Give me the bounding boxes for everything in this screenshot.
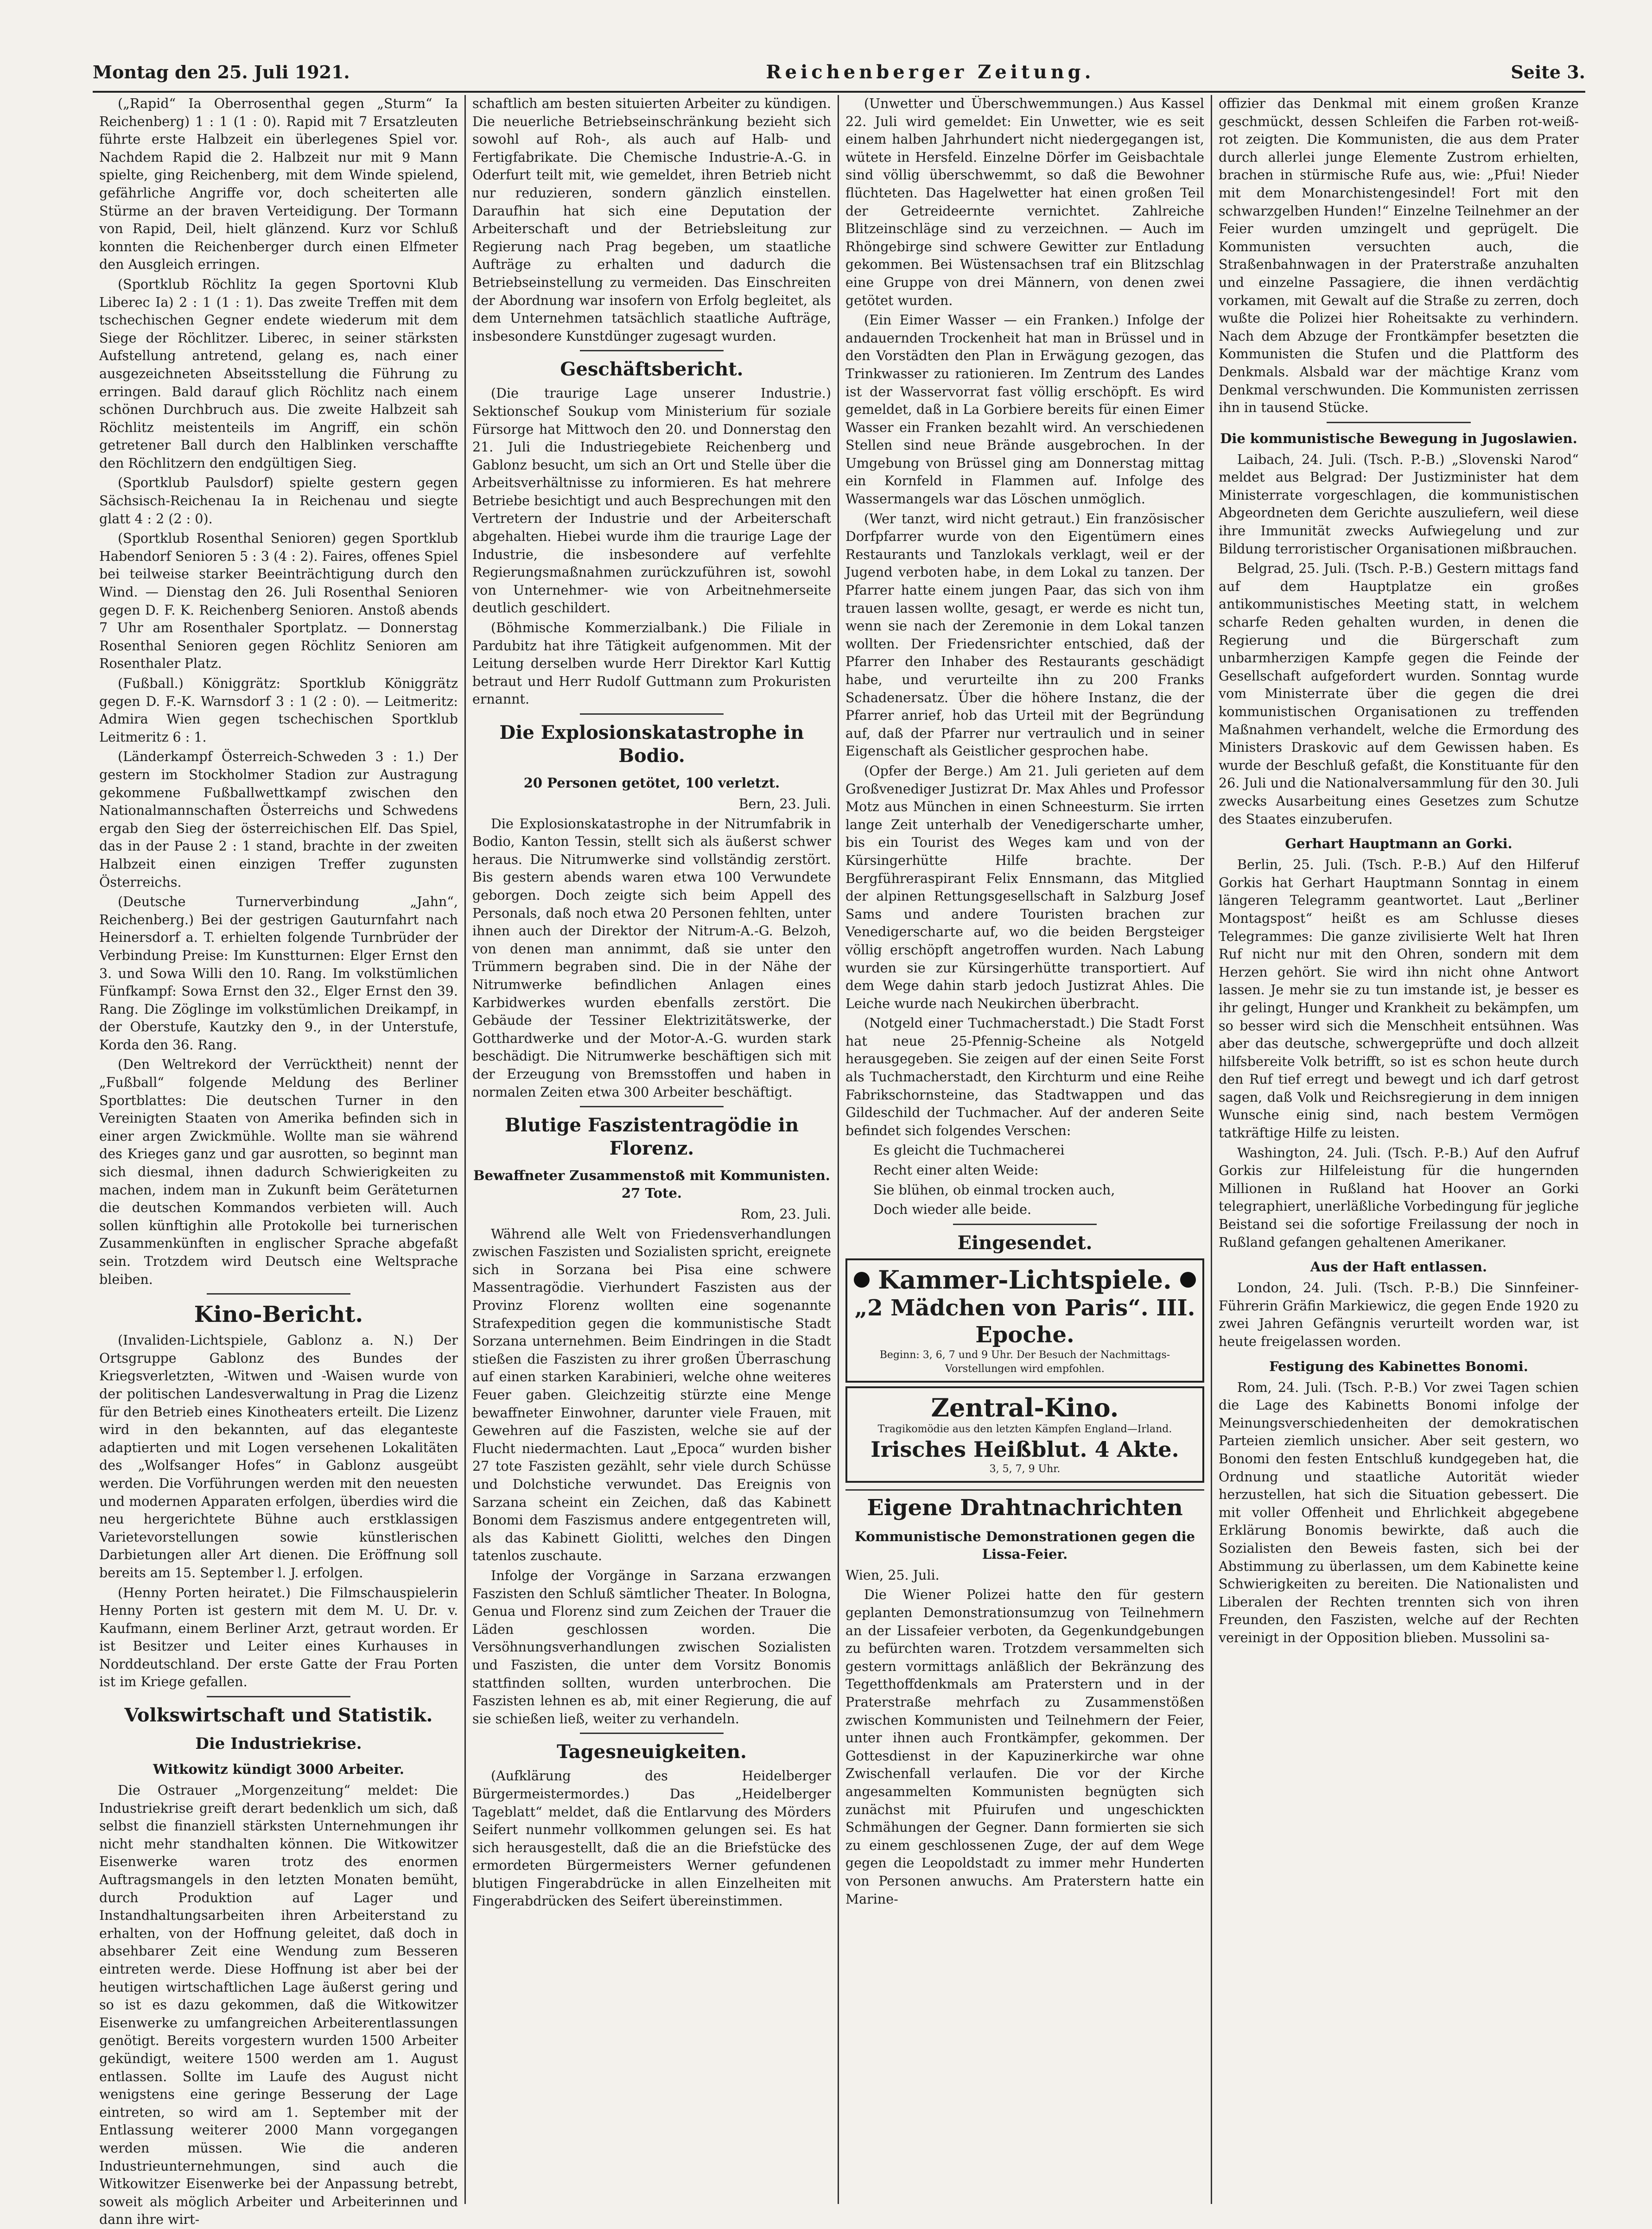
section-heading-eingesendet: Eingesendet. bbox=[957, 1232, 1093, 1254]
article-heading: Aus der Haft entlassen. bbox=[1310, 1259, 1487, 1275]
ad-showtimes: Beginn: 3, 6, 7 und 9 Uhr. Der Besuch der Nachmittags-Vorstellungen wird empfohlen. bbox=[879, 1349, 1170, 1375]
ad-showtimes: 3, 5, 7, 9 Uhr. bbox=[989, 1463, 1061, 1475]
article-paragraph: (Notgeld einer Tuchmacherstadt.) Die Stadt Forst hat neue 25-Pfennig-Scheine als Notgeld herausgegeben. Sie zeigen auf der einen Seite Forst als Tuchmacherstadt, den Kirchturm und eine Reihe Fabrikschornsteine, das Stadtwappen und das Gildeschild der Tuchmacher. Auf der anderen Seite befindet sich folgendes Verschen: bbox=[845, 1016, 1204, 1138]
article-paragraph: (Ein Eimer Wasser — ein Franken.) Infolge der andauernden Trockenheit hat man in Brüssel und in den Vorstädten den Plan in Erwägung gezogen, das Trinkwasser zu rationieren. Im Zentrum des Landes ist der Wasservorrat fast völlig erschöpft. Es wird gemeldet, daß in La Gorbiere bereits für einen Eimer Wasser ein Franken bezahlt wird. An verschiedenen Stellen sind neue Brände ausgebrochen. In der Umgebung von Brüssel ging am Donnerstag mittag ein Kornfeld in Flammen auf. Infolge des Wassermangels war das Löschen unmöglich. bbox=[845, 312, 1204, 507]
section-divider bbox=[580, 713, 724, 715]
column-2 bbox=[466, 95, 839, 2204]
verse-line: Es gleicht die Tuchmacherei bbox=[873, 1143, 1065, 1158]
article-paragraph: Belgrad, 25. Juli. (Tsch. P.-B.) Gestern mittags fand auf dem Hauptplatze ein großes antikommunistisches Meeting statt, in welchem scharfe Reden gehalten wurden, in denen die Regierung und die Bürgerschaft zum unbarmherzigen Kampfe gegen die Feinde der Gesellschaft aufgefordert wurden. Sonntag wurde vom Ministerrate über die gegen die drei kommunistischen Organisationen zu treffenden Maßnahmen verhandelt, welche die Ermordung des Ministers Draskovic auf dem Gewissen haben. Es wurde der Beschluß gefaßt, die Konstituante für den 26. Juli und die Nationalversammlung für den 30. Juli zwecks Ausarbeitung eines Gesetzes zum Schutze des Staates einzuberufen. bbox=[1219, 561, 1579, 827]
section-divider bbox=[580, 1106, 724, 1107]
dateline: Bern, 23. Juli. bbox=[738, 796, 831, 812]
newspaper-title: Reichenberger Zeitung. bbox=[766, 61, 1095, 83]
article-heading: Die kommunistische Bewegung in Jugoslawien. bbox=[1220, 430, 1577, 446]
section-heading-geschaeftsbericht: Geschäftsbericht. bbox=[560, 358, 743, 381]
article-paragraph: („Rapid“ Ia Oberrosenthal gegen „Sturm“ Ia Reichenberg) 1 : 1 (1 : 0). Rapid mit 7 Ersatzleuten führte erste Halbzeit ein überlegenes Spiel vor. Nachdem Rapid die 2. Halbzeit nur mit 9 Mann spielte, ging Reichenberg, mit dem Winde spielend, gefährliche Angriffe vor, doch scheiterten alle Stürme an der braven Verteidigung. Der Tormann von Rapid, Deil, hielt glänzend. Kurz vor Schluß konnten die Reichenberger durch einen Elfmeter den Ausgleich erringen. bbox=[99, 96, 458, 273]
verse-line: Recht einer alten Weide: bbox=[873, 1162, 1039, 1178]
article-paragraph: Rom, 24. Juli. (Tsch. P.-B.) Vor zwei Tagen schien die Lage des Kabinetts Bonomi infolge der Meinungsverschiedenheiten der demokratischen Parteien ziemlich unsicher. Aber seit gestern, wo Bonomi den festen Entschluß kundgegeben hat, die Ordnung und staatliche Autorität wieder herzustellen, hat sich die Situation gebessert. Die mit voller Offenheit und Ehrlichkeit abgegebene Erklärung Bonomis bewirkte, daß auch die Sozialisten den Beweis fasten, sich bei der Abstimmung zu überlassen, um dem Kabinette keine Schwierigkeiten zu bereiten. Die Nationalisten und Liberalen der Rechten trennten sich von ihren Freunden, den Faszisten, welche auf der Rechten vereinigt in der Opposition blieben. Mussolini sa- bbox=[1219, 1379, 1579, 1645]
article-paragraph: Die Explosionskatastrophe in der Nitrumfabrik in Bodio, Kanton Tessin, stellt sich als äußerst schwer heraus. Die Nitrumwerke sind vollständig zerstört. Bis gestern abends waren etwa 100 Verwundete geborgen. Doch zeigte sich beim Appell des Personals, daß noch etwa 20 Personen fehlten, unter ihnen auch der Direktor der Nitrum-A.-G. Belzoh, von denen man annimmt, daß sie unter den Trümmern begraben sind. Die in der Nähe der Nitrumwerke befindlichen Anlagen eines Karbidwerkes wurden ebenfalls zerstört. Die Gebäude der Tessiner Elektrizitätswerke, der Gotthardwerke und der Motor-A.-G. wurden stark beschädigt. Die Nitrumwerke beschäftigen sich mit der Erzeugung von Bremsstoffen und haben in normalen Zeiten etwa 300 Arbeiter beschäftigt. bbox=[472, 816, 831, 1100]
issue-date: Montag den 25. Juli 1921. bbox=[93, 61, 350, 83]
section-heading-kino: Kino-Bericht. bbox=[194, 1302, 363, 1328]
article-paragraph: London, 24. Juli. (Tsch. P.-B.) Die Sinnfeiner-Führerin Gräfin Markiewicz, die gegen Ende 1920 zu zwei Jahren Gefängnis verurteilt worden war, ist heute freigelassen worden. bbox=[1219, 1280, 1579, 1349]
dateline: Rom, 23. Juli. bbox=[740, 1207, 831, 1222]
article-heading: Blutige Faszistentragödie in Florenz. bbox=[504, 1114, 799, 1160]
article-paragraph: (Böhmische Kommerzialbank.) Die Filiale in Pardubitz hat ihre Tätigkeit aufgenommen. Mit der Leitung derselben wurde Herr Direktor Karl Kuttig betraut und Herr Rudolf Guttmann zum Prokuristen ernannt. bbox=[472, 620, 831, 707]
article-paragraph: schaftlich am besten situierten Arbeiter zu kündigen. Die neuerliche Betriebseinschränkung bezieht sich sowohl auf Roh-, als auch auf Halb- und Fertigfabrikate. Die Chemische Industrie-A.-G. in Oderfurt teilt mit, wie gemeldet, ihren Betrieb nicht nur reduzieren, sondern gänzlich einstellen. Daraufhin hat sich eine Deputation der Arbeiterschaft und der Betriebsleitung zur Regierung nach Prag begeben, um staatliche Aufträge zu erhalten und dadurch die Betriebseinstellung zu vermeiden. Das Einschreiten der Abordnung war insofern von Erfolg begleitet, als dem Unternehmen tatsächlich staatliche Aufträge, insbesondere Kunstdünger zugesagt wurden. bbox=[472, 96, 831, 344]
article-paragraph: (Den Weltrekord der Verrücktheit) nennt der „Fußball“ folgende Meldung des Berliner Sportblattes: Die deutschen Turner in den Vereinigten Staaten von Amerika befinden sich in einer argen Zwickmühle. Wollte man sie während des Krieges ganz und gar ausrotten, so beginnt man sich diesmal, ihnen dadurch Schwierigkeiten zu machen, indem man in Zukunft beim Geräteturnen die deutschen Kommandos verbieten will. Auch sollen künftighin alle Protokolle bei turnerischen Zusammenkünften in englischer Sprache abgefaßt sein. Trotzdem wird Deutsch eine Weltsprache bleiben. bbox=[99, 1057, 458, 1287]
article-heading: Gerhart Hauptmann an Gorki. bbox=[1285, 836, 1512, 852]
article-paragraph: (Sportklub Rosenthal Senioren) gegen Sportklub Habendorf Senioren 5 : 3 (4 : 2). Faires, offenes Spiel bei teilweise starker Beeinträchtigung durch den Wind. — Dienstag den 26. Juli Rosenthal Senioren gegen D. F. K. Reichenberg Senioren. Anstoß abends 7 Uhr am Rosenthaler Sportplatz. — Donnerstag Rosenthal Senioren gegen Röchlitz Senioren am Rosenthaler Platz. bbox=[99, 531, 458, 672]
column-4 bbox=[1212, 95, 1585, 2204]
advertisement-kammer-lichtspiele bbox=[845, 1258, 1204, 1383]
article-paragraph: offizier das Denkmal mit einem großen Kranze geschmückt, dessen Schleifen die Farben rot-weiß-rot zeigten. Die Kommunisten, die aus dem Prater durch allerlei junge Elemente Zustrom erhielten, brachen in stürmische Rufe aus, wie: „Pfui! Nieder mit dem Monarchistengesindel! Fort mit den schwarzgelben Hunden!“ Einzelne Teilnehmer an der Feier wurden umzingelt und geprügelt. Die Kommunisten versuchten auch, die Straßenbahnwagen in der Praterstraße anzuhalten und einzelne Passagiere, die ihnen verdächtig vorkamen, mit Gewalt auf die Straße zu zerren, doch wußte die Polizei hier Roheitsakte zu verhindern. Nach dem Abzuge der Frontkämpfer besetzten die Kommunisten die Stufen und die Plattform des Denkmals. Alsbald war der mächtige Kranz vom Denkmal verschwunden. Die Kommunisten zerrissen ihn in tausend Stücke. bbox=[1219, 96, 1579, 416]
article-paragraph: (Unwetter und Überschwemmungen.) Aus Kassel 22. Juli wird gemeldet: Ein Unwetter, wie es seit einem halben Jahrhundert nicht niedergegangen ist, wütete in Hersfeld. Einzelne Dörfer im Geisbachtale sind völlig überschwemmt, so daß die Bewohner flüchteten. Das Hagelwetter hat einen großen Teil der Getreideernte vernichtet. Zahlreiche Blitzeinschläge sind zu verzeichnen. — Auch im Rhöngebirge sind schwere Gewitter zur Entladung gekommen. Bei Wüstensachsen traf ein Blitzschlag eine Gruppe von drei Männern, von denen zwei getötet wurden. bbox=[845, 96, 1204, 308]
article-paragraph: Während alle Welt von Friedensverhandlungen zwischen Faszisten und Sozialisten spricht, ereignete sich in Sorzana bei Pisa eine schwere Massentragödie. Vierhundert Faszisten aus der Provinz Florenz wollten eine sogenannte Strafexpedition gegen die kommunistische Stadt Sorzana unternehmen. Beim Eindringen in die Stadt stießen die Faszisten zu ihrer großen Überraschung auf einen starken Karabinieri, welche ohne weiteres Feuer gaben. Gleichzeitig stürzte eine Menge bewaffneter Einwohner, darunter viele Frauen, mit Gewehren auf die Faszisten, welche sie auf der Flucht niedermachten. Laut „Epoca“ wurden bisher 27 tote Faszisten gezählt, sehr viele durch Schüsse und Dolchstiche verwundet. Das Ereignis von Sarzana scheint ein Zeichen, daß das Kabinett Bonomi dem Faszismus andere entgegentreten will, als das Kabinett Giolitti, welches den Dingen tatenlos zuschaute. bbox=[472, 1226, 831, 1564]
ad-title: Zentral-Kino. bbox=[931, 1392, 1119, 1422]
page-number: Seite 3. bbox=[1511, 61, 1585, 83]
article-columns bbox=[93, 95, 1585, 2228]
section-divider bbox=[207, 1696, 350, 1697]
article-paragraph: (Sportklub Röchlitz Ia gegen Sportovni Klub Liberec Ia) 2 : 1 (1 : 1). Das zweite Treffen mit dem tschechischen Gegner endete wiederum mit dem Siege der Röchlitzer. Liberec, in seiner stärksten Aufstellung antretend, gelang es, nach einer ausgezeichneten Abseitsstellung die Führung zu erringen. Bald darauf glich Röchlitz nach einem schönen Durchbruch aus. Die zweite Halbzeit sah Röchlitz meistenteils im Angriff, ein schön getretener Ball durch den Halblinken verschaffte den Röchlitzern den endgültigen Sieg. bbox=[99, 276, 458, 471]
article-paragraph: Washington, 24. Juli. (Tsch. P.-B.) Auf den Aufruf Gorkis zur Hilfeleistung für die hungernden Millionen in Rußland hat Hoover an Gorki telegraphiert, unerläßliche Vorbedingung für jegliche Beistand sei die sofortige Freilassung der noch in Rußland gefangen gehaltenen Amerikaner. bbox=[1219, 1145, 1579, 1250]
verse-line: Sie blühen, ob einmal trocken auch, bbox=[873, 1182, 1115, 1198]
article-paragraph: Die Wiener Polizei hatte den für gestern geplanten Demonstrationsumzug von Teilnehmern an der Lissafeier verboten, da Gegenkundgebungen zu befürchten waren. Trotzdem versammelten sich gestern vormittags anläßlich der Bekränzung des Tegetthoffdenkmals am Praterstern und in der Praterstraße mehrfach zu Zusammenstößen zwischen Kommunisten und Teilnehmern der Feier, unter ihnen auch Frontkämpfer, gekommen. Der Gottesdienst in der Kapuzinerkirche war ohne Zwischenfall verlaufen. Die vor der Kirche angesammelten Kommunisten begnügten sich zunächst mit Pfuirufen und ungeschickten Schmähungen der Gegner. Dann formierten sie sich zu einem geschlossenen Zuge, der auf dem Wege gegen die Leopoldstadt zu immer mehr Hunderten von Personen anwuchs. Am Praterstern hatte ein Marine- bbox=[845, 1587, 1204, 1907]
ad-feature: „2 Mädchen von Paris“. III. Epoche. bbox=[854, 1295, 1195, 1348]
bullet-icon bbox=[854, 1272, 870, 1288]
column-1 bbox=[93, 95, 466, 2228]
article-paragraph: (Opfer der Berge.) Am 21. Juli gerieten auf dem Großvenediger Justizrat Dr. Max Ahles und Professor Motz aus München in einen Schneesturm. Sie irrten lange Zeit unterhalb der Venedigerscharte umher, bis ein Tourist des Weges kam und von der Kürsingerhütte Hilfe brachte. Der Bergführeraspirant Felix Ennsmann, das Mitglied der alpinen Rettungsgesellschaft in Salzburg Josef Sams und andere Touristen brachen zur Venedigerscharte auf, wo die beiden Bergsteiger völlig erschöpft angetroffen wurden. Nach Labung wurden sie zur Kürsingerhütte transportiert. Auf dem Wege dahin starb jedoch Justizrat Ahles. Die Leiche wurde nach Neukirchen überbracht. bbox=[845, 763, 1204, 1011]
article-paragraph: (Länderkampf Österreich-Schweden 3 : 1.) Der gestern im Stockholmer Stadion zur Austragung gekommene Fußballwettkampf zwischen den Nationalmannschaften Österreichs und Schwedens ergab den Sieg der österreichischen Elf. Das Spiel, das in der Pause 2 : 1 stand, brachte in der zweiten Halbzeit einen einzigen Treffer zugunsten Österreichs. bbox=[99, 749, 458, 890]
ad-title-text: Kammer-Lichtspiele. bbox=[878, 1264, 1172, 1295]
ad-feature: Irisches Heißblut. 4 Akte. bbox=[870, 1436, 1179, 1462]
article-subheading: 20 Personen getötet, 100 verletzt. bbox=[523, 775, 780, 791]
article-paragraph: Laibach, 24. Juli. (Tsch. P.-B.) „Slovenski Narod“ meldet aus Belgrad: Der Justizminister hat dem Ministerrate vorgeschlagen, die kommunistischen Abgeordneten dem Gerichte auszuliefern, weil diese ihre Immunität zwecks Aufwiegelung und zur Bildung terroristischer Organisationen mißbrauchen. bbox=[1219, 451, 1579, 557]
section-heading-volkswirtschaft: Volkswirtschaft und Statistik. bbox=[124, 1704, 433, 1727]
article-paragraph: Infolge der Vorgänge in Sarzana erzwangen Faszisten den Schluß sämtlicher Theater. In Bologna, Genua und Florenz sind zum Zeichen der Trauer die Läden geschlossen worden. Die Versöhnungsverhandlungen zwischen Sozialisten und Faszisten, die unter dem Vorsitz Bonomis stattfinden sollten, wurden unterbrochen. Die Faszisten lehnen es ab, mit einer Regierung, die auf sie schießen ließ, weiter zu verhandeln. bbox=[472, 1568, 831, 1727]
article-paragraph: (Wer tanzt, wird nicht getraut.) Ein französischer Dorfpfarrer wurde von den Eigentümern eines Restaurants und Tanzlokals verklagt, weil er der Jugend verboten habe, in dem Lokal zu tanzen. Der Pfarrer hatte einem jungen Paar, das sich von ihm trauen lassen wollte, gesagt, er werde es nicht tun, wenn sie nach der Zeremonie in dem Lokal tanzen wollten. Der Friedensrichter entschied, daß der Pfarrer den Inhaber des Restaurants geschädigt habe, und verurteilte ihn zu 200 Franks Schadenersatz. Über die höhere Instanz, die der Pfarrer anrief, hob das Urteil mit der Begründung auf, daß der Pfarrer nur vertraulich und in seiner Eigenschaft als Geistlicher gesprochen habe. bbox=[845, 511, 1204, 759]
dateline: Wien, 25. Juli. bbox=[845, 1567, 940, 1583]
article-heading: Die Explosionskatastrophe in Bodio. bbox=[499, 722, 804, 767]
section-divider bbox=[580, 350, 724, 351]
article-heading: Die Industriekrise. bbox=[195, 1734, 362, 1753]
section-divider bbox=[1327, 422, 1471, 423]
masthead bbox=[93, 55, 1585, 89]
section-divider bbox=[580, 1733, 724, 1734]
article-paragraph: Die Ostrauer „Morgenzeitung“ meldet: Die Industriekrise greift derart bedenklich um sich, daß selbst die finanziell stärksten Unternehmungen ihr nicht mehr standhalten können. Die Witkowitzer Eisenwerke waren trotz des enormen Auftragsmangels in den letzten Monaten bemüht, durch Produktion auf Lager und Instandhaltungsarbeiten ihren Arbeiterstand zu erhalten, von der Hoffnung geleitet, daß doch in absehbarer Zeit eine Wendung zum Besseren eintreten werde. Diese Hoffnung ist aber bei der heutigen wirtschaftlichen Lage äußerst gering und so ist es dazu gekommen, daß die Witkowitzer Eisenwerke zu umfangreichen Arbeiterentlassungen genötigt. Bereits vorgestern wurden 1500 Arbeiter gekündigt, weitere 1500 werden am 1. August entlassen. Sollte im Laufe des August nicht wenigstens eine geringe Besserung der Lage eintreten, so wird am 1. September mit der Entlassung weiterer 2000 Mann vorgegangen werden müssen. Wie die anderen Industrieunternehmungen, sind auch die Witkowitzer Eisenwerke bei der Anpassung betrebt, soweit als möglich Arbeiter und Arbeiterinnen und dann ihre wirt- bbox=[99, 1783, 458, 2228]
article-subheading: Witkowitz kündigt 3000 Arbeiter. bbox=[152, 1761, 405, 1778]
header-rule bbox=[93, 91, 1585, 93]
verse-line: Doch wieder alle beide. bbox=[873, 1202, 1032, 1218]
article-subheading: Kommunistische Demonstrationen gegen die Lissa-Feier. bbox=[854, 1528, 1195, 1562]
ad-title bbox=[853, 1265, 1197, 1295]
article-paragraph: (Aufklärung des Heidelberger Bürgermeistermordes.) Das „Heidelberger Tageblatt“ meldet, daß die Entlarvung des Mörders Seifert nunmehr vollkommen gelungen sei. Es hat sich herausgestellt, daß die an die Briefstücke des ermordeten Bürgermeisters Werner gefundenen blutigen Fingerabdrücke in allen Einzelheiten mit Fingerabdrücken des Seifert übereinstimmen. bbox=[472, 1768, 831, 1909]
article-paragraph: (Invaliden-Lichtspiele, Gablonz a. N.) Der Ortsgruppe Gablonz des Bundes der Kriegsverletzten, -Witwen und -Waisen wurde von der politischen Landesverwaltung in Prag die Lizenz für den Betrieb eines Kinotheaters erteilt. Die Lizenz wird in den bekannten, auf das eleganteste adaptierten und mit Logen versehenen Lokalitäten des „Wolfsanger Hofes“ in Gablonz ausgeübt werden. Die Vorführungen werden mit den neuesten und modernen Apparaten erfolgen, überdies wird die neu hergerichtete Bühne auch erstklassigen Varietevorstellungen sowie künstlerischen Darbietungen aller Art dienen. Die Eröffnung soll bereits am 15. September l. J. erfolgen. bbox=[99, 1333, 458, 1581]
article-paragraph: (Deutsche Turnerverbindung „Jahn“, Reichenberg.) Bei der gestrigen Gauturnfahrt nach Heinersdorf a. T. erhielten folgende Turnbrüder der Verbindung Preise: Im Kunstturnen: Elger Ernst den 3. und Sowa Willi den 10. Rang. Im volkstümlichen Fünfkampf: Sowa Ernst den 32., Elger Ernst den 39. Rang. Die Zöglinge im volkstümlichen Dreikampf, in der Oberstufe, Kautzky den 9., in der Unterstufe, Korda den 36. Rang. bbox=[99, 894, 458, 1053]
article-paragraph: (Fußball.) Königgrätz: Sportklub Königgrätz gegen D. F.-K. Warnsdorf 3 : 1 (2 : 0). — Leitmeritz: Admira Wien gegen tschechischen Sportklub Leitmeritz 6 : 1. bbox=[99, 676, 458, 745]
article-paragraph: (Die traurige Lage unserer Industrie.) Sektionschef Soukup vom Ministerium für soziale Fürsorge hat Mittwoch den 20. und Donnerstag den 21. Juli die Industriegebiete Reichenberg und Gablonz besucht, um sich an Ort und Stelle über die Arbeitsverhältnisse zu informieren. Es hat mehrere Betriebe besichtigt und auch Besprechungen mit den Vertretern der Industrie und der Arbeiterschaft abgehalten. Hiebei wurde ihm die traurige Lage der Industrie, die insbesondere auf verfehlte Regierungsmaßnahmen zurückzuführen ist, sowohl von Unternehmer- wie von Arbeitnehmerseite deutlich geschildert. bbox=[472, 386, 831, 616]
article-paragraph: (Henny Porten heiratet.) Die Filmschauspielerin Henny Porten ist gestern mit dem M. U. Dr. v. Kaufmann, einem Berliner Arzt, getraut worden. Er ist Besitzer und Leiter eines Kurhauses in Norddeutschland. Der erste Gatte der Frau Porten ist im Kriege gefallen. bbox=[99, 1585, 458, 1690]
section-divider bbox=[953, 1224, 1097, 1225]
section-heading-tagesneuigkeiten: Tagesneuigkeiten. bbox=[557, 1741, 747, 1763]
article-subheading: Bewaffneter Zusammenstoß mit Kommunisten. 27 Tote. bbox=[473, 1168, 830, 1201]
ad-subtitle: Tragikomödie aus den letzten Kämpfen England—Irland. bbox=[877, 1423, 1172, 1435]
section-heading-drahtnachrichten: Eigene Drahtnachrichten bbox=[845, 1489, 1204, 1521]
article-heading: Festigung des Kabinettes Bonomi. bbox=[1269, 1358, 1528, 1374]
section-divider bbox=[207, 1293, 350, 1295]
bullet-icon bbox=[1180, 1272, 1196, 1288]
article-paragraph: Berlin, 25. Juli. (Tsch. P.-B.) Auf den Hilferuf Gorkis hat Gerhart Hauptmann Sonntag in einem längeren Telegramm geantwortet. Laut „Berliner Montagspost“ heißt es am Schlusse dieses Telegrammes: Die ganze zivilisierte Welt hat Ihren Ruf nicht nur mit den Ohren, sondern mit dem Herzen gehört. Sie wird ihn nicht ohne Antwort lassen. Je mehr sie zu tun imstande ist, je besser es ihr gelingt, Hunger und Krankheit zu bekämpfen, um so besser wird sich die Menschheit entsühnen. Was aber das deutsche, schwergeprüfte und doch allzeit hilfsbereite Volk betrifft, so ist es schon heute durch den Ruf tief erregt und bewegt und ich darf getrost sagen, daß Volk und Reichsregierung in dem innigen Wunsche einig sind, nach bestem Vermögen tatkräftige Hilfe zu leisten. bbox=[1219, 857, 1579, 1141]
article-paragraph: (Sportklub Paulsdorf) spielte gestern gegen Sächsisch-Reichenau Ia in Reichenau und siegte glatt 4 : 2 (2 : 0). bbox=[99, 475, 458, 527]
column-3 bbox=[839, 95, 1212, 2204]
advertisement-zentral-kino bbox=[845, 1386, 1204, 1483]
